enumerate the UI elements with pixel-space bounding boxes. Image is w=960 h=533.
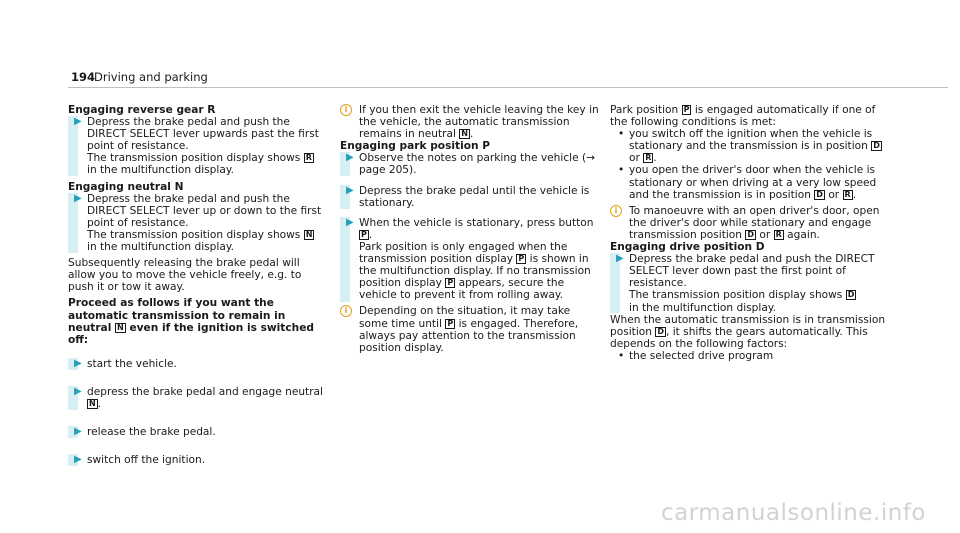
heading-neutral: Engaging neutral N xyxy=(68,180,184,193)
step-observe: ▶ Observe the notes on parking the vehicle (→ page 205). xyxy=(340,152,602,176)
step-arrow-icon: ▶ xyxy=(346,184,354,196)
note-manoeuvre: i To manoeuvre with an open driver's door, open the driver's door while stationary and engage transmission position D or R again. xyxy=(610,205,890,241)
step-neutral: ▶ Depress the brake pedal and push the DIRECT SELECT lever up or down to the first point of resistance. The transmission position display shows N in the multifunction display. xyxy=(68,193,330,253)
step-switch-off: ▶ switch off the ignition. xyxy=(68,454,330,466)
step-depress: ▶ Depress the brake pedal until the vehicle is stationary. xyxy=(340,185,602,209)
gear-key-p: P xyxy=(447,278,454,288)
paragraph-subsequently: Subsequently releasing the brake pedal will allow you to move the vehicle freely, e.g. to push it or tow it away. xyxy=(68,257,302,294)
heading-park: Engaging park position P xyxy=(340,140,490,153)
section-title: Driving and parking xyxy=(94,70,208,84)
column-1 xyxy=(68,104,330,466)
step-arrow-icon: ▶ xyxy=(74,192,82,204)
heading-drive: Engaging drive position D xyxy=(610,241,765,254)
gear-key-d: D xyxy=(816,189,823,199)
gear-key-n: N xyxy=(305,229,313,239)
header-rule xyxy=(68,87,948,88)
paragraph-park-auto: Park position P is engaged automatically if one of the following conditions is met: xyxy=(610,104,876,129)
bullet-icon: • xyxy=(618,128,625,141)
page-header xyxy=(68,70,948,87)
bullet-icon: • xyxy=(618,349,625,362)
info-icon: i xyxy=(610,205,622,217)
page-number: 194 xyxy=(71,70,96,84)
step-arrow-icon: ▶ xyxy=(346,152,354,164)
gear-key-d: D xyxy=(657,326,664,336)
heading-reverse: Engaging reverse gear R xyxy=(68,104,216,116)
info-icon: i xyxy=(340,104,352,116)
gear-key-d: D xyxy=(747,229,755,239)
step-arrow-icon: ▶ xyxy=(74,116,82,128)
list-item: • you switch off the ignition when the vehicle is stationary and the transmission is in position D or R . xyxy=(618,128,880,165)
note-depending: i Depending on the situation, it may take some time until P is engaged. Therefore, always pay attention to the transmission position display. xyxy=(340,305,602,353)
gear-key-p: P xyxy=(361,229,367,239)
list-item: • you open the driver's door when the vehicle is stationary or when driving at a very low speed and the transmission is in position D or R . xyxy=(618,164,877,201)
gear-key-p: P xyxy=(518,254,525,264)
step-arrow-icon: ▶ xyxy=(74,454,82,466)
watermark: carmanualsonline.info xyxy=(660,500,926,526)
list-item: • the selected drive program xyxy=(618,349,774,362)
step-engage-neutral: ▶ depress the brake pedal and engage neutral N . xyxy=(68,386,330,410)
step-press-p: ▶ When the vehicle is stationary, press button P . Park position is only engaged when the transmission position display P is shown in the multifunction display. If no transmission position display P appears, secure the vehicle to prevent it from rolling away. xyxy=(340,217,602,302)
gear-key-p: P xyxy=(683,105,690,114)
step-start: ▶ start the vehicle. xyxy=(68,358,330,370)
column-2 xyxy=(340,104,602,354)
paragraph-when-auto: When the automatic transmission is in transmission position D , it shifts the gears automatically. This depends on the following factors: xyxy=(610,313,886,350)
step-arrow-icon: ▶ xyxy=(74,385,82,397)
gear-key-d: D xyxy=(847,290,855,300)
step-arrow-icon: ▶ xyxy=(74,426,82,438)
step-reverse: ▶ Depress the brake pedal and push the DIRECT SELECT lever upwards past the first point of resistance. The transmission position display shows R in the multifunction display. xyxy=(68,116,330,176)
note-neutral: i If you then exit the vehicle leaving the key in the vehicle, the automatic transmission remains in neutral N . xyxy=(340,104,602,140)
step-bar xyxy=(340,217,350,302)
gear-key-r: R xyxy=(645,153,652,163)
heading-proceed: Proceed as follows if you want the automatic transmission to remain in neutral N even if the ignition is switched off: xyxy=(68,297,314,346)
column-3 xyxy=(610,104,890,362)
gear-key-r: R xyxy=(775,229,782,239)
gear-key-r: R xyxy=(844,189,851,199)
bullet-icon: • xyxy=(618,164,625,177)
step-drive: ▶ Depress the brake pedal and push the DIRECT SELECT lever down past the first point of resistance. The transmission position display shows D in the multifunction display. xyxy=(610,253,890,313)
step-arrow-icon: ▶ xyxy=(346,216,354,228)
step-arrow-icon: ▶ xyxy=(74,357,82,369)
step-release: ▶ release the brake pedal. xyxy=(68,426,330,438)
info-icon: i xyxy=(340,305,352,317)
gear-key-r: R xyxy=(305,153,312,163)
gear-key-d: D xyxy=(873,141,880,151)
gear-key-p: P xyxy=(447,318,454,328)
gear-key-n: N xyxy=(117,322,124,332)
step-arrow-icon: ▶ xyxy=(616,253,624,265)
gear-key-n: N xyxy=(89,398,96,408)
gear-key-n: N xyxy=(461,129,468,139)
